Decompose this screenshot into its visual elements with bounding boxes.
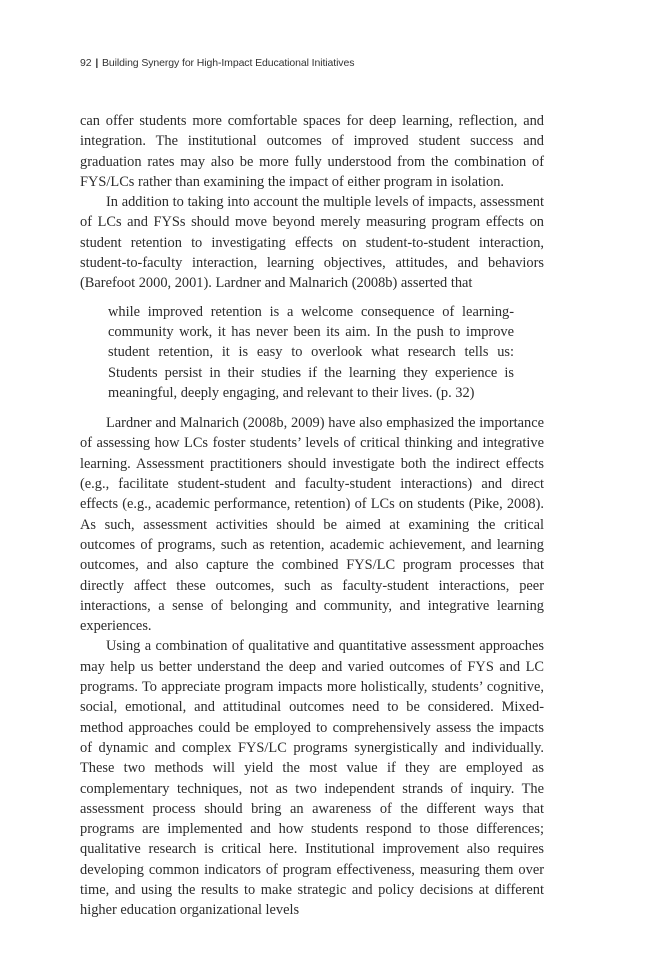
body-text [80,111,544,921]
running-head [80,57,354,69]
paragraph: Lardner and Malnarich (2008b, 2009) have also emphasized the importance of assessing how LCs foster students’ levels of critical thinking and integrative learning. Assessment practitioners should investigate both the indirect effects (e.g., facilitate student-student and faculty-student interactions) and direct effects (e.g., academic performance, retention) of LCs on students (Pike, 2008). As such, assessment activities should be aimed at examining the critical outcomes of programs, such as retention, academic achievement, and learning outcomes, and also capture the combined FYS/LC program processes that directly affect these outcomes, such as faculty-student interactions, peer interactions, a sense of belonging and community, and integrative learning experiences. [80,415,544,635]
paragraph: In addition to taking into account the multiple levels of impacts, assessment of LCs and FYSs should move beyond merely measuring program effects on student retention to investigating effects on student-to-student interaction, student-to-faculty interaction, learning objectives, attitudes, and behaviors (Barefoot 2000, 2001). Lardner and Malnarich (2008b) asserted that [80,194,544,292]
block-quote: while improved retention is a welcome consequence of learning-community work, it has never been its aim. In the push to improve student retention, it is easy to overlook what research tells us: Students persist in their studies if the learning they experience is meaningful, deeply engaging, and relevant to their lives. (p. 32) [108,303,514,401]
header-separator: | [95,57,99,69]
paragraph-continued: can offer students more comfortable spaces for deep learning, reflection, and integration. The institutional outcomes of improved student success and graduation rates may also be more fully understood from the combination of FYS/LCs rather than examining the impact of either program in isolation. [80,113,544,190]
running-title: Building Synergy for High-Impact Educational Initiatives [101,57,355,69]
paragraph: Using a combination of qualitative and quantitative assessment approaches may help us better understand the deep and varied outcomes of FYS and LC programs. To appreciate program impacts more holistically, students’ cognitive, social, emotional, and attitudinal outcomes need to be considered. Mixed-method approaches could be employed to comprehensively assess the impacts of dynamic and complex FYS/LC programs synergistically and individually. These two methods will yield the most value if they are employed as complementary techniques, not as two independent strands of inquiry. The assessment process should bring an awareness of the different ways that programs are implemented and how students respond to those differences; qualitative research is critical here. Institutional improvement also requires developing common indicators of program effectiveness, measuring them over time, and using the results to make strategic and policy decisions at different higher education organizational levels [80,638,544,919]
page-number: 92 [80,57,92,69]
